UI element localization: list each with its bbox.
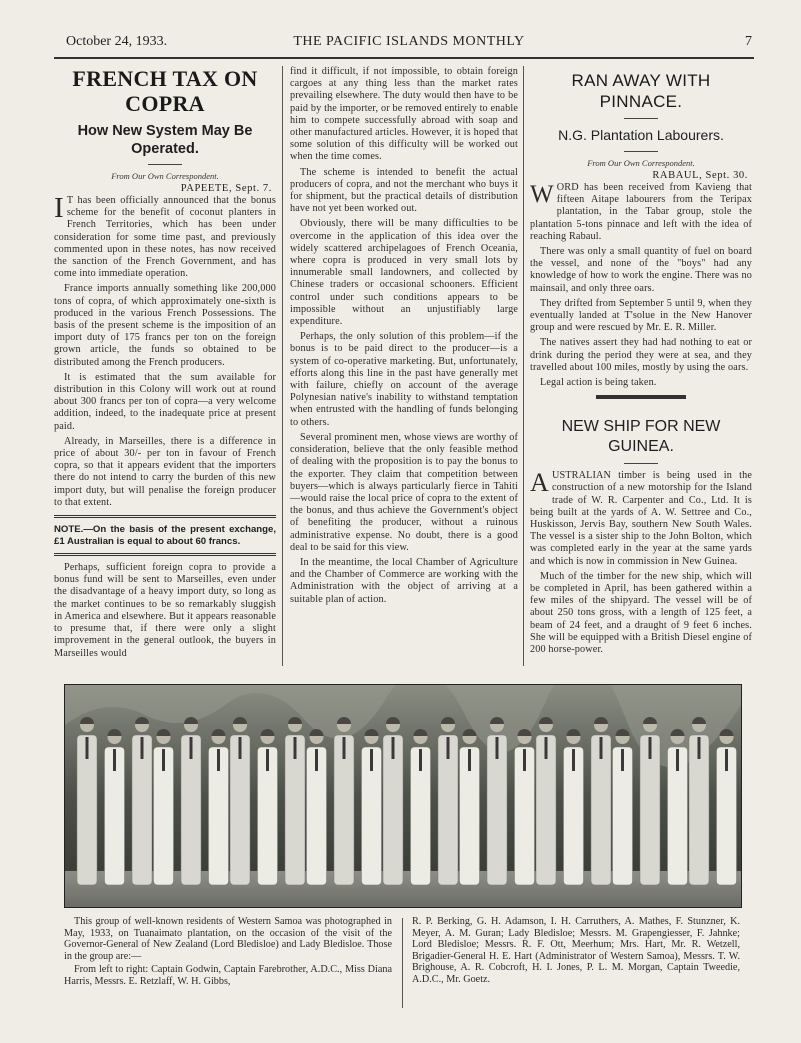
photo-figure <box>383 717 403 885</box>
photo-figure <box>613 729 633 885</box>
subhead-plantation-labourers: N.G. Plantation Labourers. <box>558 127 724 143</box>
caption-paragraph: This group of well-known residents of Western Samoa was photographed in May, 1933, on Tuanaimato plantation, on the occasion of the visit of the Governor-General of New Zealand (Lord Bledisloe) and Lady Bledisloe. Those in the group are:— <box>64 916 392 962</box>
headline-french-tax: FRENCH TAX ON COPRA <box>72 66 258 116</box>
issue-date: October 24, 1933. <box>66 34 168 49</box>
photo-figure <box>285 717 305 885</box>
photo-figure <box>460 729 480 885</box>
paragraph: Obviously, there will be many difficulties to be overcome in the application of this idea over the widely scattered archipelagoes of French Oceania, where copra is produced in very small lots by innumerable small landowners, and collected by Chinese traders or occasional schooners. Efficient control under such conditions appears to be impossible without an unjustifiably large expenditure. <box>290 218 518 328</box>
photo-figure <box>230 717 250 885</box>
photo-figure <box>689 717 709 885</box>
paragraph: Already, in Marseilles, there is a difference in price of about 30/- per ton in favour of French copra, so that it appears evident that the importers there do not intend to carry the burden of this new import duty, but will penalise the foreign producer to that extent. <box>54 435 276 508</box>
photo-figure <box>536 717 556 885</box>
note-label: NOTE. <box>54 524 84 536</box>
photo-figure <box>307 729 327 885</box>
divider <box>624 151 658 152</box>
page-number: 7 <box>745 34 752 49</box>
column-1 <box>54 66 276 663</box>
photo-figure <box>132 717 152 885</box>
caption-paragraph: R. P. Berking, G. H. Adamson, I. H. Carruthers, A. Mathes, F. Stunzner, K. Meyer, A. M. Guran; Lady Bledisloe; Messrs. M. Grapengiesser, F. Jahnke; Lord Bledisloe; Messrs. R. F. Ott, Meerhum; Mrs. Hart, Mr. R. Wetzell, Brigadier-General H. E. Hart (Administrator of Western Samoa), Messrs. T. W. Brighouse, A. R. Cobcroft, H. I. Jones, P. L. M. Morgan, Captain Tweedie, A.D.C., Mr. Goetz. <box>412 916 740 985</box>
photo-figure <box>640 717 660 885</box>
headline-ran-away: RAN AWAY WITH PINNACE. <box>571 71 711 111</box>
divider <box>54 553 276 556</box>
paragraph: AUSTRALIAN timber is being used in the construction of a new motorship for the Island trade of W. R. Carpenter and Co., Ltd. It is being built at the yards of A. W. Settree and Co., Huskisson, Jervis Bay, southern New South Wales. The vessel is a sister ship to the John Bolton, which was completed early in the year at the same yards and which is now in commission in New Guinea. <box>530 468 752 567</box>
photo-figure <box>334 717 354 885</box>
photo-figure <box>515 729 535 885</box>
photo-figure <box>362 729 382 885</box>
byline: From Our Own Correspondent. <box>587 158 695 168</box>
photo-figure <box>77 717 97 885</box>
column-divider <box>282 66 283 666</box>
paragraph: In the meantime, the local Chamber of Agriculture and the Chamber of Commerce are working with the Administration with the object of arriving at a suitable plan of action. <box>290 556 518 605</box>
column-2 <box>290 66 518 609</box>
divider <box>148 164 182 165</box>
photo-figure <box>717 729 737 885</box>
column-divider <box>523 66 524 666</box>
group-photo-illustration <box>65 685 741 907</box>
photo-figure <box>591 717 611 885</box>
divider <box>596 395 686 399</box>
drop-cap: I <box>54 192 64 224</box>
paragraph: Several prominent men, whose views are worthy of consideration, believe that the only feasible method of dealing with the proposition is to pay the bonus to the exporter. They claim that competition between buyers—which is always particularly fierce in Tahiti—would raise the local price of copra to the extent of the bonus, and thus achieve the Government's object of benefiting the producer, without a ruinous administrative expense. No doubt, there is a good deal to be said for this view. <box>290 431 518 553</box>
photo-figure <box>668 729 688 885</box>
paragraph: WORD has been received from Kavieng that fifteen Aitape labourers from the Teripax plantation, in the Tabar group, stole the plantation 5-tons pinnace and left with the idea of reaching Rabaul. <box>530 181 752 242</box>
divider <box>624 463 658 464</box>
paragraph: The scheme is intended to benefit the actual producers of copra, and not the merchant who buys it for shipment, but the practical details of distribution have not yet been worked out. <box>290 166 518 215</box>
headline-new-ship: NEW SHIP FOR NEW GUINEA. <box>561 418 721 456</box>
divider <box>54 515 276 518</box>
note-box <box>54 524 276 547</box>
paragraph: France imports annually something like 200,000 tons of copra, of which approximately one-sixth is produced in the various French Possessions. The basis of the present scheme is the imposition of an import duty of 175 francs per ton on the foreign grown article, the funds so obtained to be distributed among the French producers. <box>54 283 276 368</box>
photo-figure <box>105 729 125 885</box>
photo-figure <box>438 717 458 885</box>
paragraph: They drifted from September 5 until 9, when they eventually landed at T'solue in the New Hanover group and were rescued by Mr. E. R. Miller. <box>530 297 752 334</box>
photo-figure <box>564 729 584 885</box>
paragraph: Perhaps, the only solution of this problem—if the bonus is to be paid direct to the producer—is a system of co-operative marketing. But, unfortunately, efforts along this line in the past have generally met with failure, chiefly on account of the average Polynesian native's inability to withstand temptation when entrusted with the handling of funds belonging to others. <box>290 331 518 428</box>
caption-paragraph: From left to right: Captain Godwin, Captain Farebrother, A.D.C., Miss Diana Harris, Messrs. E. Retzlaff, W. H. Gibbs, <box>64 964 392 987</box>
drop-cap: W <box>530 181 554 208</box>
caption-divider <box>402 918 403 1008</box>
drop-cap: A <box>530 468 549 498</box>
column-3 <box>530 66 752 659</box>
header-rule <box>54 57 754 59</box>
paragraph: It is estimated that the sum available for distribution in this Colony will work out at round about 300 francs per ton of copra—a very welcome addition, indeed, to the inadequate price at present paid. <box>54 371 276 432</box>
photo-figure <box>154 729 174 885</box>
byline: From Our Own Correspondent. <box>111 171 219 181</box>
dateline: RABAUL, Sept. 30. <box>652 170 748 181</box>
paragraph: There was only a small quantity of fuel on board the vessel, and none of the "boys" had any knowledge of how to work the engine. There was no mainsail, and only three oars. <box>530 246 752 294</box>
photo-caption-left <box>64 916 392 990</box>
photo-figure <box>258 729 278 885</box>
paragraph: I T has been officially announced that the bonus scheme for the benefit of coconut planters in French Territories, which has been under consideration for some time past, and previously commented upon in these notes, has now received the sanction of the French Government, and has come into immediate operation. <box>54 192 276 280</box>
paragraph: The natives assert they had had nothing to eat or drink during the period they were at sea, and they travelled about 100 miles, mostly by using the oars. <box>530 337 752 373</box>
divider <box>624 118 658 119</box>
group-photograph <box>64 684 742 908</box>
dateline: PAPEETE, Sept. 7. <box>180 183 272 194</box>
publication-title: THE PACIFIC ISLANDS MONTHLY <box>293 34 525 49</box>
photo-figure <box>411 729 431 885</box>
photo-caption-right <box>412 916 740 988</box>
page-header <box>66 34 752 54</box>
paragraph: Perhaps, sufficient foreign copra to provide a bonus fund will be sent to Marseilles, even under the disadvantage of a heavy import duty, so long as the market continues to be so remarkably sluggish in America and elsewhere. But it appears reasonable to presume that, if there were only a slight improvement in the general outlook, the buyers in Marseilles would <box>54 562 276 659</box>
photo-figure <box>487 717 507 885</box>
paragraph: Legal action is being taken. <box>540 377 657 389</box>
photo-figure <box>181 717 201 885</box>
photo-figure <box>209 729 229 885</box>
paragraph: find it difficult, if not impossible, to obtain foreign cargoes at any thing less than the market rates prevailing elsewhere. The duty would then have to be paid by the importer, or be removed entirely to enable him to compete successfully abroad with soap and other manufactured articles. However, it is hoped that some solution of this difficulty will be worked out when the time comes. <box>290 66 518 163</box>
paragraph: Much of the timber for the new ship, which will be completed in April, has been gathered within a few miles of the shipyard. The vessel will be of about 250 tons gross, with a length of 125 feet, a beam of 24 feet, and a draught of 9 feet 6 inches. She will be equipped with a British Diesel engine of 200 horse-power. <box>530 570 752 656</box>
subhead-new-system: How New System May Be Operated. <box>77 123 253 157</box>
note-text: —On the basis of the present exchange, £1 Australian is equal to about 60 francs. <box>54 524 276 547</box>
